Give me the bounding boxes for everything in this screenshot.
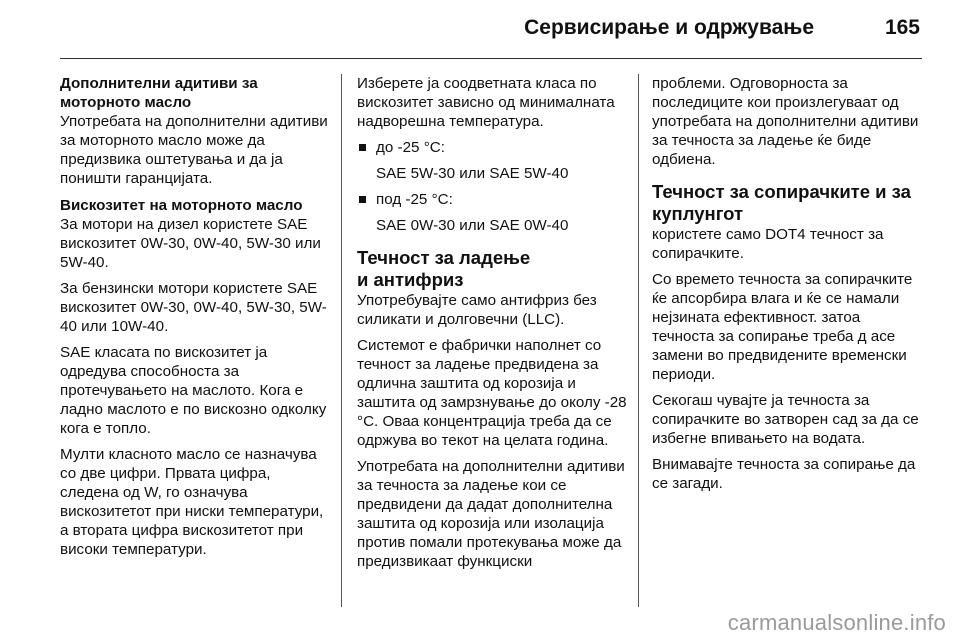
- paragraph: Со времето течноста за сопирачките ќе апсорбира влага и ќе се намали нејзината ефективност. затоа течноста за сопирање треба д асе замени во предвидените временски периоди.: [652, 271, 913, 383]
- heading-line: куплунгот: [652, 203, 744, 224]
- column-divider: [341, 74, 342, 607]
- bullet-detail: SAE 5W-30 или SAE 5W-40: [376, 165, 569, 182]
- paragraph: Мулти класното масло се назначува со две цифри. Првата цифра, следена од W, го означува вискозитетот при ниски температури, а втората цифра вискозитетот при високи температури.: [60, 446, 324, 558]
- paragraph: користете само DOT4 течност за сопирачките.: [652, 226, 884, 262]
- watermark: carmanualsonline.info: [727, 610, 946, 635]
- paragraph: Изберете ја соодветната класа по вискозитет зависно од минималната надворешна температура.: [357, 75, 615, 130]
- paragraph: SAE класата по вискозитет ја одредува способноста за протечувањето на маслото. Кога е ладно маслото е по вискозно одколку кога е топло.: [60, 344, 327, 437]
- heading-line: и антифриз: [357, 269, 464, 290]
- column-divider: [638, 74, 639, 607]
- header-divider: [60, 58, 922, 59]
- heading-line: Течност за сопирачките и за: [652, 181, 911, 202]
- column-1: [60, 74, 330, 614]
- column-3: [652, 74, 922, 614]
- heading-brake-fluid: [652, 181, 922, 225]
- paragraph: Употребувајте само антифриз без силикати и долговечни (LLC).: [357, 292, 597, 328]
- heading-coolant: [357, 247, 627, 291]
- paragraph: За мотори на дизел користете SAE вискозитет 0W-30, 0W-40, 5W-30 или 5W-40.: [60, 216, 321, 271]
- paragraph: проблеми. Одговорноста за последиците кои произлегуваат од употребата на дополнителни адитиви за течноста за ладење ќе биде одбиена.: [652, 75, 919, 168]
- bullet-item: под -25 °C:: [357, 190, 627, 209]
- heading-oil-viscosity: Вискозитет на моторното масло: [60, 197, 303, 214]
- paragraph: Употребата на дополнителни адитиви за течноста за ладење кои се предвидени да дадат дополнителна заштита од корозија или изолација против помали протекувања може да предизвикаат функциски: [357, 458, 625, 570]
- page-title: Сервисирање и одржување: [524, 16, 814, 39]
- paragraph: Секогаш чувајте ја течноста за сопирачките во затворен сад за да се избегне впивањето на водата.: [652, 392, 919, 447]
- bullet-item: до -25 °C:: [357, 138, 627, 157]
- paragraph: За бензински мотори користете SAE вискозитет 0W-30, 0W-40, 5W-30, 5W-40 или 10W-40.: [60, 280, 327, 335]
- heading-line: моторното масло: [60, 94, 192, 111]
- page-number: 165: [884, 16, 920, 39]
- column-2: [357, 74, 627, 614]
- paragraph: Употребата на дополнителни адитиви за моторното масло може да предизвика оштетувања и да ја поништи гаранцијата.: [60, 113, 328, 187]
- heading-oil-additives: [60, 74, 330, 112]
- page-header: [60, 0, 922, 60]
- paragraph: Внимавајте течноста за сопирање да се загади.: [652, 456, 916, 492]
- heading-line: Дополнителни адитиви за: [60, 75, 258, 92]
- bullet-detail: SAE 0W-30 или SAE 0W-40: [376, 217, 569, 234]
- paragraph: Системот е фабрички наполнет со течност за ладење предвидена за одлична заштита од корозија и заштита од замрзнување до околу -28 °C. Оваа концентрација треба да се одржува во текот на целата година.: [357, 337, 627, 449]
- heading-line: Течност за ладење: [357, 247, 531, 268]
